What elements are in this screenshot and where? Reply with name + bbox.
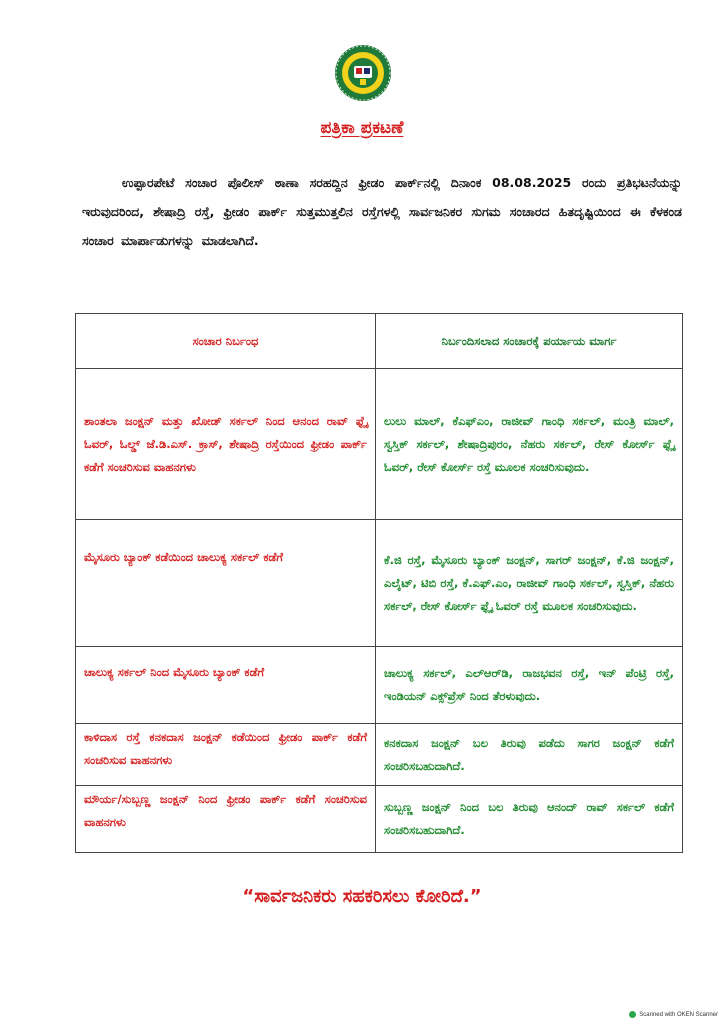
restriction-cell: ಮೈಸೂರು ಬ್ಯಾಂಕ್ ಕಡೆಯಿಂದ ಚಾಲುಕ್ಯ ಸರ್ಕಲ್ ಕಡೆಗೆ	[76, 520, 376, 647]
alternative-cell: ಚಾಲುಕ್ಯ ಸರ್ಕಲ್, ಎಲ್‌ಆರ್‌ಡಿ, ರಾಜಭವನ ರಸ್ತೆ, ಇನ್ ಪೆಂಟ್ರಿ ರಸ್ತೆ, ಇಂಡಿಯನ್ ಎಕ್ಸ್‌ಪ್ರೆಸ್ ನಿಂದ ತೆರಳುವುದು.	[376, 647, 683, 724]
restriction-cell: ಶಾಂತಲಾ ಜಂಕ್ಷನ್ ಮತ್ತು ಖೋಡ್ ಸರ್ಕಲ್ ನಿಂದ ಆನಂದ ರಾವ್ ಫ್ಲೈ ಓವರ್, ಓಲ್ಡ್ ಜೆ.ಡಿ.ಎಸ್. ಕ್ರಾಸ್, ಶೇಷಾದ್ರಿ ರಸ್ತೆಯಿಂದ ಫ್ರೀಡಂ ಪಾರ್ಕ್ ಕಡೆಗೆ ಸಂಚರಿಸುವ ವಾಹನಗಳು	[76, 369, 376, 520]
alternative-cell: ಕೆ.ಜಿ ರಸ್ತೆ, ಮೈಸೂರು ಬ್ಯಾಂಕ್ ಜಂಕ್ಷನ್, ಸಾಗರ್ ಜಂಕ್ಷನ್, ಕೆ.ಜಿ ಜಂಕ್ಷನ್, ಎಲೈಟ್, ಟಿಬಿ ರಸ್ತೆ, ಕೆ.ಎಫ್.ಎಂ, ರಾಜೀವ್ ಗಾಂಧಿ ಸರ್ಕಲ್, ಸ್ವಸ್ತಿಕ್, ನೆಹರು ಸರ್ಕಲ್, ರೇಸ್ ಕೋರ್ಸ್ ಫ್ಲೈ ಓವರ್ ರಸ್ತೆ ಮೂಲಕ ಸಂಚರಿಸುವುದು.	[376, 520, 683, 647]
table-row	[76, 520, 683, 647]
restriction-cell: ಮೌರ್ಯ/ಸುಬ್ಬಣ್ಣ ಜಂಕ್ಷನ್ ನಿಂದ ಫ್ರೀಡಂ ಪಾರ್ಕ್ ಕಡೆಗೆ ಸಂಚರಿಸುವ ವಾಹನಗಳು	[76, 786, 376, 853]
restriction-cell: ಕಾಳಿದಾಸ ರಸ್ತೆ ಕನಕದಾಸ ಜಂಕ್ಷನ್ ಕಡೆಯಿಂದ ಫ್ರೀಡಂ ಪಾರ್ಕ್ ಕಡೆಗೆ ಸಂಚರಿಸುವ ವಾಹನಗಳು	[76, 724, 376, 786]
header-alternative: ನಿರ್ಬಂದಿಸಲಾದ ಸಂಚಾರಕ್ಕೆ ಪರ್ಯಾಯ ಮಾರ್ಗ	[376, 314, 683, 369]
table-header-row	[76, 314, 683, 369]
intro-paragraph: ಉಪ್ಪಾರಪೇಟೆ ಸಂಚಾರ ಪೊಲೀಸ್ ಠಾಣಾ ಸರಹದ್ದಿನ ಫ್ರೀಡಂ ಪಾರ್ಕ್‌ನಲ್ಲಿ ದಿನಾಂಕ 08.08.2025 ರಂದು ಪ್ರತಿಭಟನೆಯನ್ನು ಇರುವುದರಿಂದ, ಶೇಷಾದ್ರಿ ರಸ್ತೆ, ಫ್ರೀಡಂ ಪಾರ್ಕ್ ಸುತ್ತಮುತ್ತಲಿನ ರಸ್ತೆಗಳಲ್ಲಿ ಸಾರ್ವಜನಿಕರ ಸುಗಮ ಸಂಚಾರದ ಹಿತದೃಷ್ಟಿಯಿಂದ ಈ ಕೆಳಕಂಡ ಸಂಚಾರ ಮಾರ್ಪಾಡುಗಳನ್ನು ಮಾಡಲಾಗಿದೆ.	[82, 175, 682, 248]
traffic-police-emblem-icon	[334, 44, 392, 102]
alternative-cell: ಕನಕದಾಸ ಜಂಕ್ಷನ್ ಬಲ ತಿರುವು ಪಡೆದು ಸಾಗರ ಜಂಕ್ಷನ್ ಕಡೆಗೆ ಸಂಚರಿಸಬಹುದಾಗಿದೆ.	[376, 724, 683, 786]
scanner-watermark	[629, 1011, 718, 1018]
scanner-logo-icon	[629, 1011, 636, 1018]
closing-appeal: “ಸಾರ್ವಜನಿಕರು ಸಹಕರಿಸಲು ಕೋರಿದೆ.”	[242, 886, 482, 907]
page-title: ಪತ್ರಿಕಾ ಪ್ರಕಟಣೆ	[320, 118, 404, 138]
table-row	[76, 786, 683, 853]
table-row	[76, 724, 683, 786]
table-row	[76, 369, 683, 520]
header-restriction: ಸಂಚಾರ ನಿರ್ಬಂಧ	[76, 314, 376, 369]
alternative-cell: ಸುಬ್ಬಣ್ಣ ಜಂಕ್ಷನ್ ನಿಂದ ಬಲ ತಿರುವು ಆನಂದ್ ರಾವ್ ಸರ್ಕಲ್ ಕಡೆಗೆ ಸಂಚರಿಸಬಹುದಾಗಿದೆ.	[376, 786, 683, 853]
traffic-diversion-table	[75, 313, 683, 853]
restriction-cell: ಚಾಲುಕ್ಯ ಸರ್ಕಲ್ ನಿಂದ ಮೈಸೂರು ಬ್ಯಾಂಕ್ ಕಡೆಗೆ	[76, 647, 376, 724]
table-row	[76, 647, 683, 724]
alternative-cell: ಲುಲು ಮಾಲ್, ಕೆಎಫ್‌ಎಂ, ರಾಜೀವ್ ಗಾಂಧಿ ಸರ್ಕಲ್, ಮಂತ್ರಿ ಮಾಲ್, ಸ್ವಸ್ತಿಕ್ ಸರ್ಕಲ್, ಶೇಷಾದ್ರಿಪುರಂ, ನೆಹರು ಸರ್ಕಲ್, ರೇಸ್ ಕೋರ್ಸ್ ಫ್ಲೈ ಓವರ್, ರೇಸ್ ಕೋರ್ಸ್ ರಸ್ತೆ ಮೂಲಕ ಸಂಚರಿಸುವುದು.	[376, 369, 683, 520]
scanner-watermark-text: Scanned with OKEN Scanner	[639, 1011, 718, 1018]
